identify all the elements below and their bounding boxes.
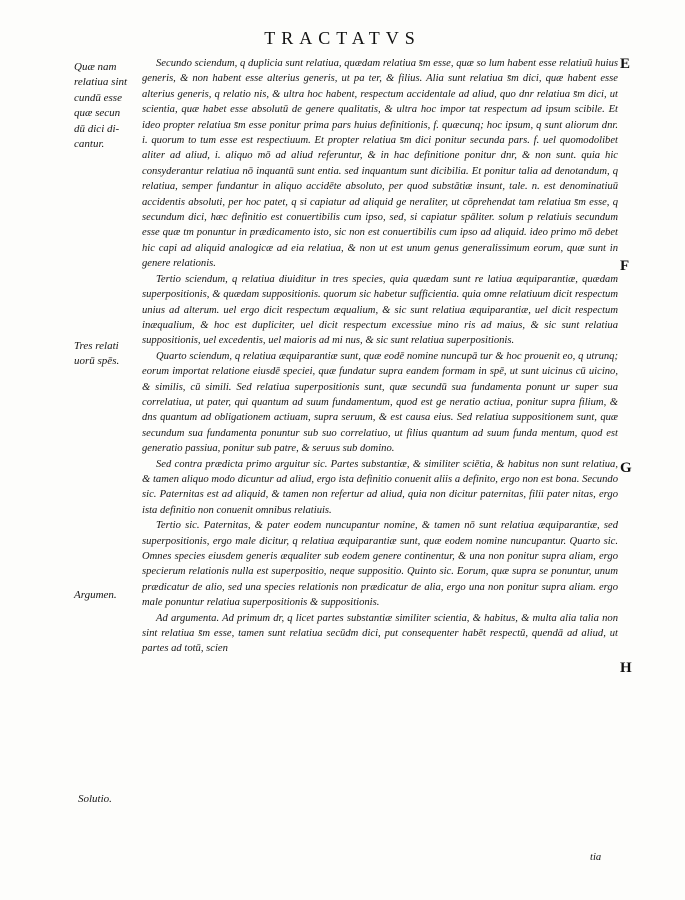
margin-note-species bbox=[74, 339, 119, 370]
margin-note-line: Argumen. bbox=[74, 589, 117, 601]
paragraph-quarto: Quarto sciendum, q relatiua æquiparantiæ sunt, quæ eodē nomine nuncupā tur & hoc prouenit eo, q utrunq; eorum importat relatione eiusdē speciei, quæ fundatur supra eandem formam in spē, ut sunt uicinus cū uicino, & similis, cū simili. Sed relatiua superpositionis sunt, quæ secundū sua fundamenta ponunt ur super sua correlatiua, ut pater, qui quantum ad suum fundamentum, quod est ge neratio actiua, ponitur supra filium, & dns quantum ad obligationem actiuam, supra seruum, & est causa eius. Sed relatiua suppositionem sunt, quæ secundum sua fundamenta ponuntur sub suo correlatiuo, ut filius quantum ad suum funda mentum, quod est generatio passiua, ponitur sub patre, & seruus sub domino. bbox=[142, 350, 618, 455]
running-head: TRACTATVS bbox=[264, 28, 421, 48]
margin-note-line: uorū spēs. bbox=[74, 355, 120, 368]
section-letter-e: E bbox=[620, 56, 631, 72]
paragraph-tertio-sic: Tertio sic. Paternitas, & pater eodem nuncupantur nomine, & tamen nō sunt relatiua æquiparantiæ, sed superpositionis, ergo male dicitur, q relatiua æquiparantiæ sunt, quæ eodem nomine nuncupantur. Quarto sic. Omnes species eiusdem generis æqualiter sub eodem genere continentur, & una non ponitur supra aliam, ergo specierum relationis nulla est superpositio, neque suppositio. Quinto sic. Eorum, quæ supra se ponuntur, unum prædicatur de alio, sed una species relationis non prædicatur de alia, ergo una non ponitur supra aliam. ergo male ponuntur relatiua superpositionis & suppositionis. bbox=[142, 520, 618, 609]
margin-note-argumen bbox=[74, 588, 117, 603]
margin-note-line: dū dici di- bbox=[74, 122, 120, 135]
margin-note-line: relatiua sint bbox=[74, 76, 128, 89]
margin-note-solutio bbox=[78, 792, 112, 807]
section-letter-h: H bbox=[620, 660, 632, 676]
margin-note-line: cundū esse bbox=[74, 91, 122, 104]
paragraph-secundo: Secundo sciendum, q duplicia sunt relatiua, quædam relatiua s̄m esse, quæ so lum habent esse relatiuū huius generis, & non habent esse alterius generis, ut pa ter, & filius. Alia sunt relatiua s̄m dici, quæ habent esse alterius generis, q relatio nis, & ultra hoc habent, respectum accidentale ad aliud, quo dnr relatiua s̄m dici, ut scientia, quæ habet esse absolutū de genere qualitatis, & ultra hoc impor tat respectum ad ipsum scibile. Et ideo propter relatiua s̄m esse ponitur prima pars huius definitionis, f. quæcunq; hoc ipsum, q sunt aliorum dnr. i. quorum to tum esse est respectiuum. Et propter relatiua s̄m dici ponitur secunda pars. f. uel quomodolibet aliter ad aliud, i. aliquo mō ad aliud referuntur, & in hac definitione ponitur dnr, & non sunt. quia hic consyderantur relatiua nō inquantū sunt entia. sed inquantum sunt dicibilia. Et ponitur talia ad denotandum, q relatiua, semper fundantur in aliquo accidēte absoluto, per quod substātiæ insunt, tale. n. est denominatiuū accidentis absoluti, per hoc patet, q si capiatur ad aliquid ge neraliter, ut cōprehendat tam relatiua s̄m esse, q secundum dici, hæc definitio est conuertibilis cum ipso, sed, si capiatur spāliter. solum p relatiuis secundum esse quæ tm ponuntur in prædicamento isto, sic non est conuertibilis cum ipso ad aliquid. ideo primo mō debet hic capi ad aliquid analogicæ ad eia relatiua, & non ut est unum genus generalissimum eorum, quæ sunt in genere relationis. bbox=[142, 58, 618, 270]
paragraph-argumenta: Sed contra prædicta primo arguitur sic. Partes substantiæ, & similiter sciētia, & habitus non sunt relatiua, & tamen aliquo modo dicuntur ad aliud, ergo ista definitio conuenit aliis a definito, ergo non est bona. Secundo sic. Paternitas est ad aliquid, & tamen non refertur ad aliud, quia non dicitur paternitas, filii pater nitas, ergo ista definitio non conuenit omnibus relatiuis. bbox=[142, 458, 618, 516]
section-letter-g: G bbox=[620, 460, 632, 476]
margin-note-line: Solutio. bbox=[78, 793, 112, 805]
margin-note-line: quæ secun bbox=[74, 107, 121, 120]
main-text bbox=[142, 56, 618, 657]
margin-note-line: Quæ nam bbox=[74, 61, 117, 73]
section-letter-f: F bbox=[620, 258, 630, 274]
margin-note-line: cantur. bbox=[74, 138, 105, 151]
paragraph-solutio: Ad argumenta. Ad primum dr, q licet partes substantiæ similiter scientia, & habitus, & multa alia talia non sint relatiua s̄m esse, tamen sunt relatiua secūdm dici, put consequenter habēt respectū, quendā ad aliud, ut partes ad totū, scien bbox=[142, 612, 618, 655]
paragraph-tertio: Tertio sciendum, q relatiua diuiditur in tres species, quia quædam sunt re latiua æquiparantiæ, quædam superpositionis, & quædam suppositionis. quorum sic habetur sufficientia. quia omne relatiuum dicit respectum unius ad alterum. uel ergo dicit respectum æqualium, & sic sunt relatiua æquiparantiæ, uel dicit respectum inæqualium, & hoc est dupliciter, uel dicit respectum excessiue mino ris ad maius, & sic sunt relatiua suppositionis, uel excedentis, uel maioris ad mi nus, & sic sunt relatiua superpositionis. bbox=[142, 273, 618, 347]
catchword: tia bbox=[590, 852, 602, 863]
margin-note-relatiua bbox=[74, 60, 127, 152]
margin-note-line: Tres relati bbox=[74, 340, 119, 352]
